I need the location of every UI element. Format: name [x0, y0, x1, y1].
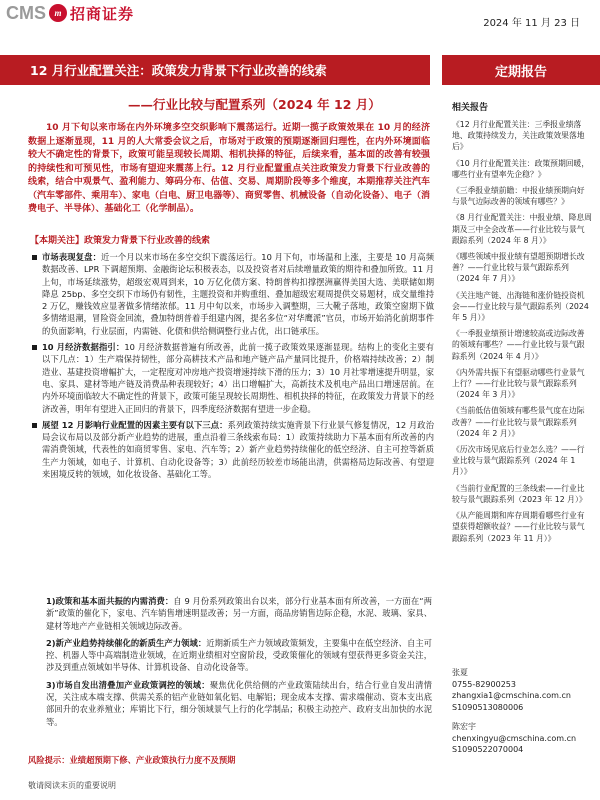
report-date: 2024 年 11 月 23 日: [483, 18, 580, 29]
related-report-link[interactable]: 《哪些领域中报业绩有望超预期增长改善？——行业比较与景气跟踪系列（2024 年 7 月）》: [452, 252, 585, 284]
related-report-link[interactable]: 《当前低估值领域有哪些景气度在边际改善？——行业比较与景气跟踪系列（2024 年 2 月）》: [452, 406, 585, 438]
numbered-head: 2)新产业趋势持续催化的新质生产力领域：: [46, 637, 207, 648]
title-bar: [0, 55, 430, 85]
risk-warning: 风险提示：业绩超预期下修、产业政策执行力度不及预期: [28, 755, 236, 765]
analyst-name: 陈宏宇: [452, 722, 476, 731]
numbered-head: 3)市场自发出清叠加产业政策调控的领域：: [46, 679, 210, 690]
report-type-label: 定期报告: [494, 64, 547, 80]
report-type-bar: [442, 55, 600, 85]
abstract-paragraph: 10 月下旬以来市场在内外环境多空交织影响下震荡运行。近期一揽子政策效果在 10 月的经济数据上逐渐显现，11 月的人大常委会议之后，市场对于政策的预期逐渐回归理性，在内外环境面临较大不确定性的背景下，政策可能呈现较长周期、相机抉择的特征，后续来看，基本面的改善有较强的持续性和可预见性，市场有望迎来震荡上行。12 月行业配置重点关注政策发力背景下行业改善的线索，结合中观景气、盈利能力、筹码分布、估值、交易、周期阶段等多个维度，本期推荐关注汽车（汽车零部件、乘用车）、家电（白电、厨卫电器等）、商贸零售、机械设备（自动化设备）、电子（消费电子、半导体）、基础化工（化学制品）。: [28, 123, 430, 214]
related-report-link[interactable]: 《历次市场见底后行业怎么选？——行业比较与景气跟踪系列（2024 年 1 月）》: [452, 445, 585, 477]
numbered-item-supply-side: [46, 679, 432, 728]
related-report-link[interactable]: 《内外需共振下有望驱动哪些行业景气上行？——行业比较与景气跟踪系列（2024 年 3 月）》: [452, 367, 585, 400]
section-label: 【本期关注】政策发力背景下行业改善的线索: [30, 236, 211, 246]
related-report-link[interactable]: 《从产能周期和库存周期看哪些行业有望获得超额收益？——行业比较与景气跟踪系列（2023 年 11 月）》: [452, 511, 585, 543]
company-logo: [6, 2, 134, 24]
analyst-email[interactable]: chenxingyu@cmschina.com.cn: [452, 733, 577, 743]
related-report-link[interactable]: 《当前行业配置的三条线索——行业比较与景气跟踪系列（2023 年 12 月）》: [452, 483, 587, 504]
numbered-text: 聚焦优化供给侧的产业政策陆续出台，结合行业自发出清情况，关注成本端支撑、供需关系的铝产业链如氧化铝、电解铝；现金成本支撑、需求端催动、资本支出底部回升的农业养殖业；库销比下行，细分领域景气上行的化学制品；积极主动控产、政府支出加快的水泥等。: [46, 679, 432, 727]
related-report-link[interactable]: 《12 月行业配置关注：三季报业绩落地、政策持续发力，关注政策效果落地后》: [452, 120, 585, 152]
related-report-link[interactable]: 《关注地产链、出海链和涨价链投资机会——行业比较与景气跟踪系列（2024 年 5 月）》: [452, 290, 589, 323]
related-report-link[interactable]: 《一季报业绩预计增速较高或边际改善的领域有哪些？——行业比较与景气跟踪系列（2024 年 4 月）》: [452, 329, 585, 361]
bullet-list: [42, 251, 434, 484]
analyst-contact: [452, 667, 592, 713]
numbered-head: 1)政策和基本面共振的内需消费：: [46, 596, 174, 606]
related-reports-sidebar: [452, 100, 592, 549]
bullet-text: 近一个月以来市场在多空交织下震荡运行。10 月下旬，市场温和上涨，主要是 10 月高频数据改善、LPR 下调超预期、金融街论坛积极表态，以及投资者对后续增量政策的期待和叠加所致。11 月上旬，市场延续涨势，超级宏观周到来，10 万亿化债方案、特朗普构扣撑摆洲赢得美国大选、美联储如期降息 25bp、多空交织下市场仍有韧性，主题投资和并购重组、叠加超级宏观周提供交易题材，成交量维持 2 万亿，赚钱效应显著做多情绪浓郁。11 月中旬以来，市场步入调整期，三大靴子落地，政策空窗期下做多情绪退潮，冒险资金回流，叠加特朗普着手组建内阁，提名多位“对华鹰派”官员，市场开始消化前期事件的负面影响，行业层面，内需链、化债和供给侧调整行业占优，出口链承压。: [42, 252, 434, 336]
analyst-contacts: [452, 667, 592, 764]
numbered-item-new-productivity: [46, 637, 432, 674]
numbered-list: [46, 595, 432, 733]
bullet-text: 系列政策持续实施背景下行业景气修复情况，12 月政治局会议布局以及部分新产业趋势的进展，重点沿着三条线索布局：1）政策持续助力下基本面有所改善的内需消费领域，代表性的如商贸零售、家电、汽车等；2）新产业趋势持续催化的低空经济、自主可控等新质生产力领域，如电子、计算机、自动化设备等；3）此前经历较差市场能出清，供需格局边际改善、有望迎来困境反转的领域，如化妆设备、基础化工等。: [42, 419, 434, 480]
numbered-item-consumption: [46, 595, 432, 632]
report-subtitle: ——行业比较与配置系列（2024 年 12 月）: [128, 97, 381, 112]
related-report-link[interactable]: 《10 月行业配置关注：政策预期回暖，哪些行业有望率先企稳？》: [452, 158, 590, 179]
logo-cms-text: CMS: [6, 2, 46, 23]
logo-cn-text: 招商证券: [70, 4, 135, 23]
footer-note: 敬请阅读末页的重要说明: [28, 781, 116, 790]
related-reports-heading: 相关报告: [452, 103, 489, 113]
analyst-phone: 0755-82900253: [452, 679, 516, 689]
bullet-item-outlook: [42, 419, 434, 480]
analyst-email[interactable]: zhangxia1@cmschina.com.cn: [452, 691, 571, 700]
numbered-text: 自 9 月份系列政策出台以来，部分行业基本面有所改善，一方面在“两新”政策的催化下，家电、汽车销售增速明显改善；另一方面，商品房销售边际企稳，水泥、玻璃、家具、建材等地产产业链相关领域边际改善。: [46, 596, 432, 631]
logo-mark-icon: m: [49, 4, 67, 22]
bullet-text: 10 月经济数据普遍有所改善，此前一揽子政策效果逐渐显现。结构上的变化主要有以下几点：1）生产端保持韧性，部分高耕技术产品和地产链产品产量同比提升，价格端持续改善；2）制造业、基建投资增幅扩大，一定程度对冲房地产投资增速持续下滑的压力；3）10 月社零增速提升明显，家电、家具、建材等地产链及消费品种表现较好；4）出口增幅扩大，高新技术及机电产品出口增速居前。在内外环境面临较大不确定性的背景下，政策可能呈现较长周期性、相机抉择的特征，在政策发力背景下的经济改善，明年有望进入正回归的背景下，四季度经济数据有望进一步企稳。: [42, 342, 435, 414]
bullet-head: 市场表现复盘：: [42, 252, 102, 262]
bullet-item-market-review: [42, 251, 434, 337]
analyst-license: S1090513080006: [452, 702, 524, 712]
related-report-link[interactable]: 《8 月行业配置关注：中报业绩、降息周期及三中全会改革——行业比较与景气跟踪系列（2024 年 8 月）》: [452, 213, 592, 245]
bullet-head: 展望 12 月影响行业配置的因素主要有以下三点：: [42, 419, 228, 430]
numbered-text: 近期新质生产力领域政策频发，主要集中在低空经济、自主可控、机器人等中高端制造业领域，在近期业绩相对空窗阶段，受政策催化的领域有望获得更多资金关注，涉及到重点领域如半导体、计算机设备、自动化设备等。: [46, 637, 432, 673]
bullet-head: 10 月经济数据指引：: [42, 342, 125, 353]
related-report-link[interactable]: 《三季报业绩前瞻：中报业绩预期向好与景气边际改善的领域有哪些？》: [452, 186, 585, 207]
bullet-item-economic-data: [42, 341, 434, 415]
analyst-name: 张夏: [452, 668, 468, 677]
report-title: 12 月行业配置关注：政策发力背景下行业改善的线索: [30, 63, 327, 78]
analyst-license: S1090522070004: [452, 745, 524, 754]
analyst-contact: [452, 721, 592, 756]
